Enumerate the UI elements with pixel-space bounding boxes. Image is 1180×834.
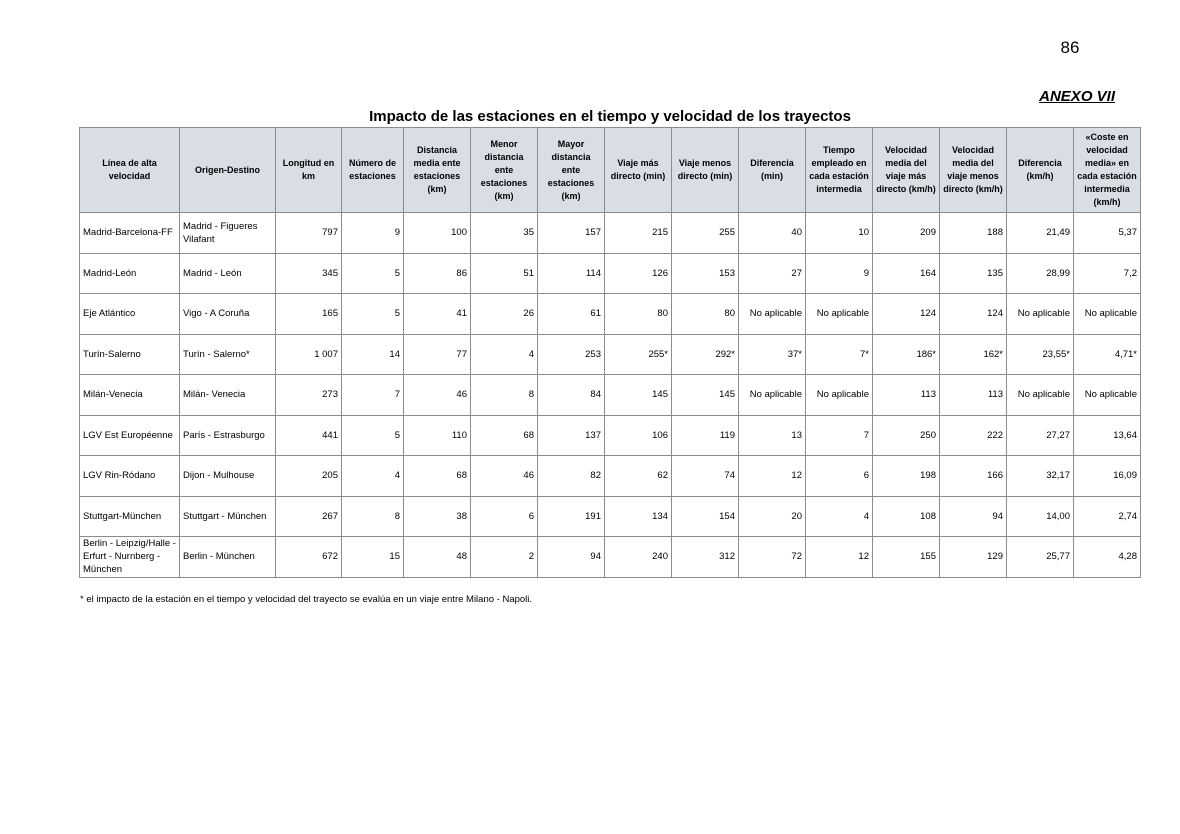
table-cell: 6 <box>806 456 873 497</box>
table-cell: 106 <box>605 415 672 456</box>
header-row <box>80 128 1141 213</box>
table-cell: 119 <box>672 415 739 456</box>
table-cell: 38 <box>404 496 471 537</box>
table-body <box>80 213 1141 578</box>
table-cell: Berlin - Leipzig/Halle - Erfurt - Nurnberg - München <box>80 537 180 578</box>
table-cell: 292* <box>672 334 739 375</box>
table-cell: 41 <box>404 294 471 335</box>
table-cell: 134 <box>605 496 672 537</box>
column-header: Menor distancia ente estaciones (km) <box>471 128 538 213</box>
table-row <box>80 537 1141 578</box>
table-cell: 188 <box>940 213 1007 254</box>
table-cell: No aplicable <box>1074 294 1141 335</box>
table-cell: 186* <box>873 334 940 375</box>
table-cell: 77 <box>404 334 471 375</box>
table-cell: 797 <box>276 213 342 254</box>
column-header: Viaje más directo (min) <box>605 128 672 213</box>
column-header: Distancia media ente estaciones (km) <box>404 128 471 213</box>
table-row <box>80 253 1141 294</box>
table-cell: 8 <box>471 375 538 416</box>
table-cell: 191 <box>538 496 605 537</box>
table-cell: 110 <box>404 415 471 456</box>
column-header: Tiempo empleado en cada estación intermedia <box>806 128 873 213</box>
table-cell: No aplicable <box>806 375 873 416</box>
table-cell: 26 <box>471 294 538 335</box>
table-cell: Madrid - León <box>180 253 276 294</box>
table-cell: 40 <box>739 213 806 254</box>
table-cell: 27 <box>739 253 806 294</box>
table-cell: 153 <box>672 253 739 294</box>
table-cell: Vigo - A Coruña <box>180 294 276 335</box>
table-cell: 4,28 <box>1074 537 1141 578</box>
table-cell: 267 <box>276 496 342 537</box>
table-cell: 37* <box>739 334 806 375</box>
table-cell: 46 <box>471 456 538 497</box>
table-cell: 113 <box>940 375 1007 416</box>
table-cell: 5 <box>342 294 404 335</box>
table-cell: 240 <box>605 537 672 578</box>
table-cell: 209 <box>873 213 940 254</box>
table-row <box>80 415 1141 456</box>
table-cell: 23,55* <box>1007 334 1074 375</box>
table-cell: París - Estrasburgo <box>180 415 276 456</box>
table-cell: 84 <box>538 375 605 416</box>
table-cell: 9 <box>806 253 873 294</box>
column-header: Origen-Destino <box>180 128 276 213</box>
column-header: Velocidad media del viaje más directo (km/h) <box>873 128 940 213</box>
table-cell: Eje Atlántico <box>80 294 180 335</box>
table-cell: 4 <box>471 334 538 375</box>
table-cell: LGV Est Européenne <box>80 415 180 456</box>
table-cell: Milán- Venecia <box>180 375 276 416</box>
table-cell: 215 <box>605 213 672 254</box>
table-row <box>80 213 1141 254</box>
table-cell: 4,71* <box>1074 334 1141 375</box>
table-cell: 6 <box>471 496 538 537</box>
table-cell: 12 <box>806 537 873 578</box>
table-cell: 124 <box>873 294 940 335</box>
table-cell: No aplicable <box>806 294 873 335</box>
table-row <box>80 456 1141 497</box>
column-header: Velocidad media del viaje menos directo (km/h) <box>940 128 1007 213</box>
table-cell: 7 <box>806 415 873 456</box>
table-cell: 68 <box>404 456 471 497</box>
table-cell: 16,09 <box>1074 456 1141 497</box>
table-cell: 20 <box>739 496 806 537</box>
table-cell: 157 <box>538 213 605 254</box>
table-cell: Milán-Venecia <box>80 375 180 416</box>
table-cell: 2,74 <box>1074 496 1141 537</box>
table-cell: 198 <box>873 456 940 497</box>
column-header: «Coste en velocidad media» en cada estación intermedia (km/h) <box>1074 128 1141 213</box>
table-cell: 166 <box>940 456 1007 497</box>
table-cell: 94 <box>538 537 605 578</box>
table-cell: 162* <box>940 334 1007 375</box>
table-cell: 4 <box>806 496 873 537</box>
column-header: Diferencia (min) <box>739 128 806 213</box>
table-cell: 62 <box>605 456 672 497</box>
table-cell: Madrid - Figueres Vilafant <box>180 213 276 254</box>
table-cell: 2 <box>471 537 538 578</box>
table-cell: 672 <box>276 537 342 578</box>
table-cell: LGV Rin-Ródano <box>80 456 180 497</box>
table-cell: 13,64 <box>1074 415 1141 456</box>
table-cell: Stuttgart-München <box>80 496 180 537</box>
table-cell: 126 <box>605 253 672 294</box>
table-cell: 250 <box>873 415 940 456</box>
table-cell: 100 <box>404 213 471 254</box>
table-cell: 61 <box>538 294 605 335</box>
table-cell: 5 <box>342 253 404 294</box>
table-cell: 25,77 <box>1007 537 1074 578</box>
table-cell: 129 <box>940 537 1007 578</box>
table-cell: 165 <box>276 294 342 335</box>
table-cell: 86 <box>404 253 471 294</box>
table-cell: 14 <box>342 334 404 375</box>
table-cell: 28,99 <box>1007 253 1074 294</box>
table-row <box>80 496 1141 537</box>
table-cell: No aplicable <box>1074 375 1141 416</box>
table-cell: No aplicable <box>1007 294 1074 335</box>
table-cell: 35 <box>471 213 538 254</box>
table-cell: 7* <box>806 334 873 375</box>
table-cell: 80 <box>605 294 672 335</box>
table-cell: Madrid-León <box>80 253 180 294</box>
footnote: * el impacto de la estación en el tiempo y velocidad del trayecto se evalúa en un viaje entre Milano - Napoli. <box>80 594 533 605</box>
table-cell: 345 <box>276 253 342 294</box>
table-cell: 164 <box>873 253 940 294</box>
table-cell: 48 <box>404 537 471 578</box>
table-cell: 5,37 <box>1074 213 1141 254</box>
table-cell: 14,00 <box>1007 496 1074 537</box>
table-cell: 12 <box>739 456 806 497</box>
table-cell: 74 <box>672 456 739 497</box>
table-cell: 80 <box>672 294 739 335</box>
table-cell: 137 <box>538 415 605 456</box>
table-cell: 51 <box>471 253 538 294</box>
table-cell: 82 <box>538 456 605 497</box>
table-cell: 255 <box>672 213 739 254</box>
table-cell: Turín - Salerno* <box>180 334 276 375</box>
table-cell: 273 <box>276 375 342 416</box>
table-cell: 8 <box>342 496 404 537</box>
table-cell: 68 <box>471 415 538 456</box>
table-row <box>80 294 1141 335</box>
data-table <box>79 127 1141 578</box>
table-cell: 21,49 <box>1007 213 1074 254</box>
table-cell: 155 <box>873 537 940 578</box>
column-header: Línea de alta velocidad <box>80 128 180 213</box>
table-cell: No aplicable <box>739 294 806 335</box>
table-cell: 27,27 <box>1007 415 1074 456</box>
table-cell: 114 <box>538 253 605 294</box>
column-header: Viaje menos directo (min) <box>672 128 739 213</box>
table-cell: 7,2 <box>1074 253 1141 294</box>
table-cell: 7 <box>342 375 404 416</box>
column-header: Longitud en km <box>276 128 342 213</box>
table-cell: 9 <box>342 213 404 254</box>
column-header: Mayor distancia ente estaciones (km) <box>538 128 605 213</box>
table-cell: 4 <box>342 456 404 497</box>
table-cell: 255* <box>605 334 672 375</box>
table-row <box>80 334 1141 375</box>
table-cell: 72 <box>739 537 806 578</box>
table-cell: 15 <box>342 537 404 578</box>
column-header: Número de estaciones <box>342 128 404 213</box>
table-cell: 124 <box>940 294 1007 335</box>
table-title: Impacto de las estaciones en el tiempo y velocidad de los trayectos <box>369 108 851 125</box>
table-cell: 46 <box>404 375 471 416</box>
table-cell: 1 007 <box>276 334 342 375</box>
column-header: Diferencia (km/h) <box>1007 128 1074 213</box>
table-cell: 154 <box>672 496 739 537</box>
table-cell: 135 <box>940 253 1007 294</box>
table-row <box>80 375 1141 416</box>
table-cell: 145 <box>672 375 739 416</box>
table-cell: 32,17 <box>1007 456 1074 497</box>
table-cell: Berlin - München <box>180 537 276 578</box>
table-cell: 13 <box>739 415 806 456</box>
annex-heading: ANEXO VII <box>1039 88 1115 105</box>
table-cell: 5 <box>342 415 404 456</box>
table-cell: 205 <box>276 456 342 497</box>
table-cell: Turín-Salerno <box>80 334 180 375</box>
table-cell: 94 <box>940 496 1007 537</box>
table-cell: 113 <box>873 375 940 416</box>
table-cell: 108 <box>873 496 940 537</box>
table-cell: 253 <box>538 334 605 375</box>
table-cell: Dijon - Mulhouse <box>180 456 276 497</box>
table-cell: 312 <box>672 537 739 578</box>
table-cell: 222 <box>940 415 1007 456</box>
table-cell: 441 <box>276 415 342 456</box>
table-cell: No aplicable <box>1007 375 1074 416</box>
table-cell: No aplicable <box>739 375 806 416</box>
page-number: 86 <box>1060 38 1080 57</box>
table-cell: 145 <box>605 375 672 416</box>
table-cell: Stuttgart - München <box>180 496 276 537</box>
table-cell: Madrid-Barcelona-FF <box>80 213 180 254</box>
table-cell: 10 <box>806 213 873 254</box>
